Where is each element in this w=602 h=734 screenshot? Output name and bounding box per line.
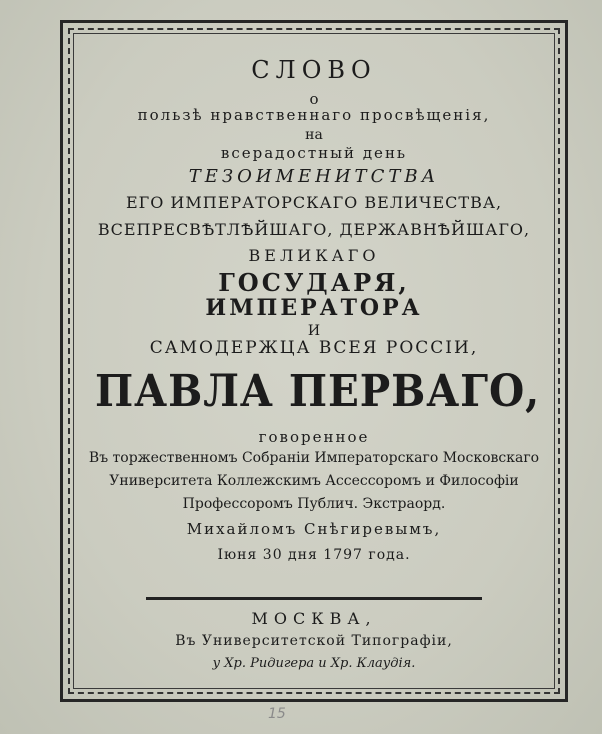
line-torzhestvennom: Въ торжественномъ Собраніи Императорскаго Московскаго	[88, 450, 540, 466]
line-pavla-pervago: ПАВЛА ПЕРВАГО,	[95, 366, 541, 417]
imprint-press: Въ Университетской Типографіи,	[175, 633, 453, 649]
line-imperatora: ИМПЕРАТОРА	[205, 295, 423, 321]
margin-note: 15	[268, 706, 286, 722]
line-author: Михайломъ Снѣгиревымъ,	[186, 520, 442, 538]
line-velikago: ВЕЛИКАГО	[248, 246, 380, 265]
line-universiteta: Университета Коллежскимъ Ассессоромъ и Философіи	[109, 473, 519, 489]
title-slovo: СЛОВО	[251, 56, 377, 84]
title-content	[76, 36, 552, 686]
line-tezoimenitstva: ТЕЗОИМЕНИТСТВА	[188, 166, 440, 187]
divider-rule	[146, 597, 482, 600]
line-samoderzhtsa: САМОДЕРЖЦА ВСЕЯ РОССІИ,	[149, 338, 479, 358]
line-na: на	[305, 127, 323, 143]
line-ego: ЕГО ИМПЕРАТОРСКАГО ВЕЛИЧЕСТВА,	[125, 193, 503, 212]
imprint-city: МОСКВА,	[251, 609, 377, 628]
line-polze: пользѣ нравственнаго просвѣщенія,	[137, 106, 491, 124]
imprint-printers: у Хр. Ридигера и Хр. Клаудія.	[212, 656, 416, 671]
line-professorom: Профессоромъ Публич. Экстраорд.	[182, 496, 446, 512]
line-govorennoe: говоренное	[258, 428, 370, 446]
line-o: о	[309, 90, 319, 108]
line-gosudarya: ГОСУДАРЯ,	[218, 268, 410, 297]
line-vsepresvetleyshago: ВСЕПРЕСВѢТЛѢЙШАГО, ДЕРЖАВНѢЙШАГО,	[97, 220, 531, 239]
line-vseradostny: всерадостный день	[220, 144, 408, 162]
line-date: Іюня 30 дня 1797 года.	[217, 547, 411, 563]
line-i: И	[307, 323, 321, 339]
